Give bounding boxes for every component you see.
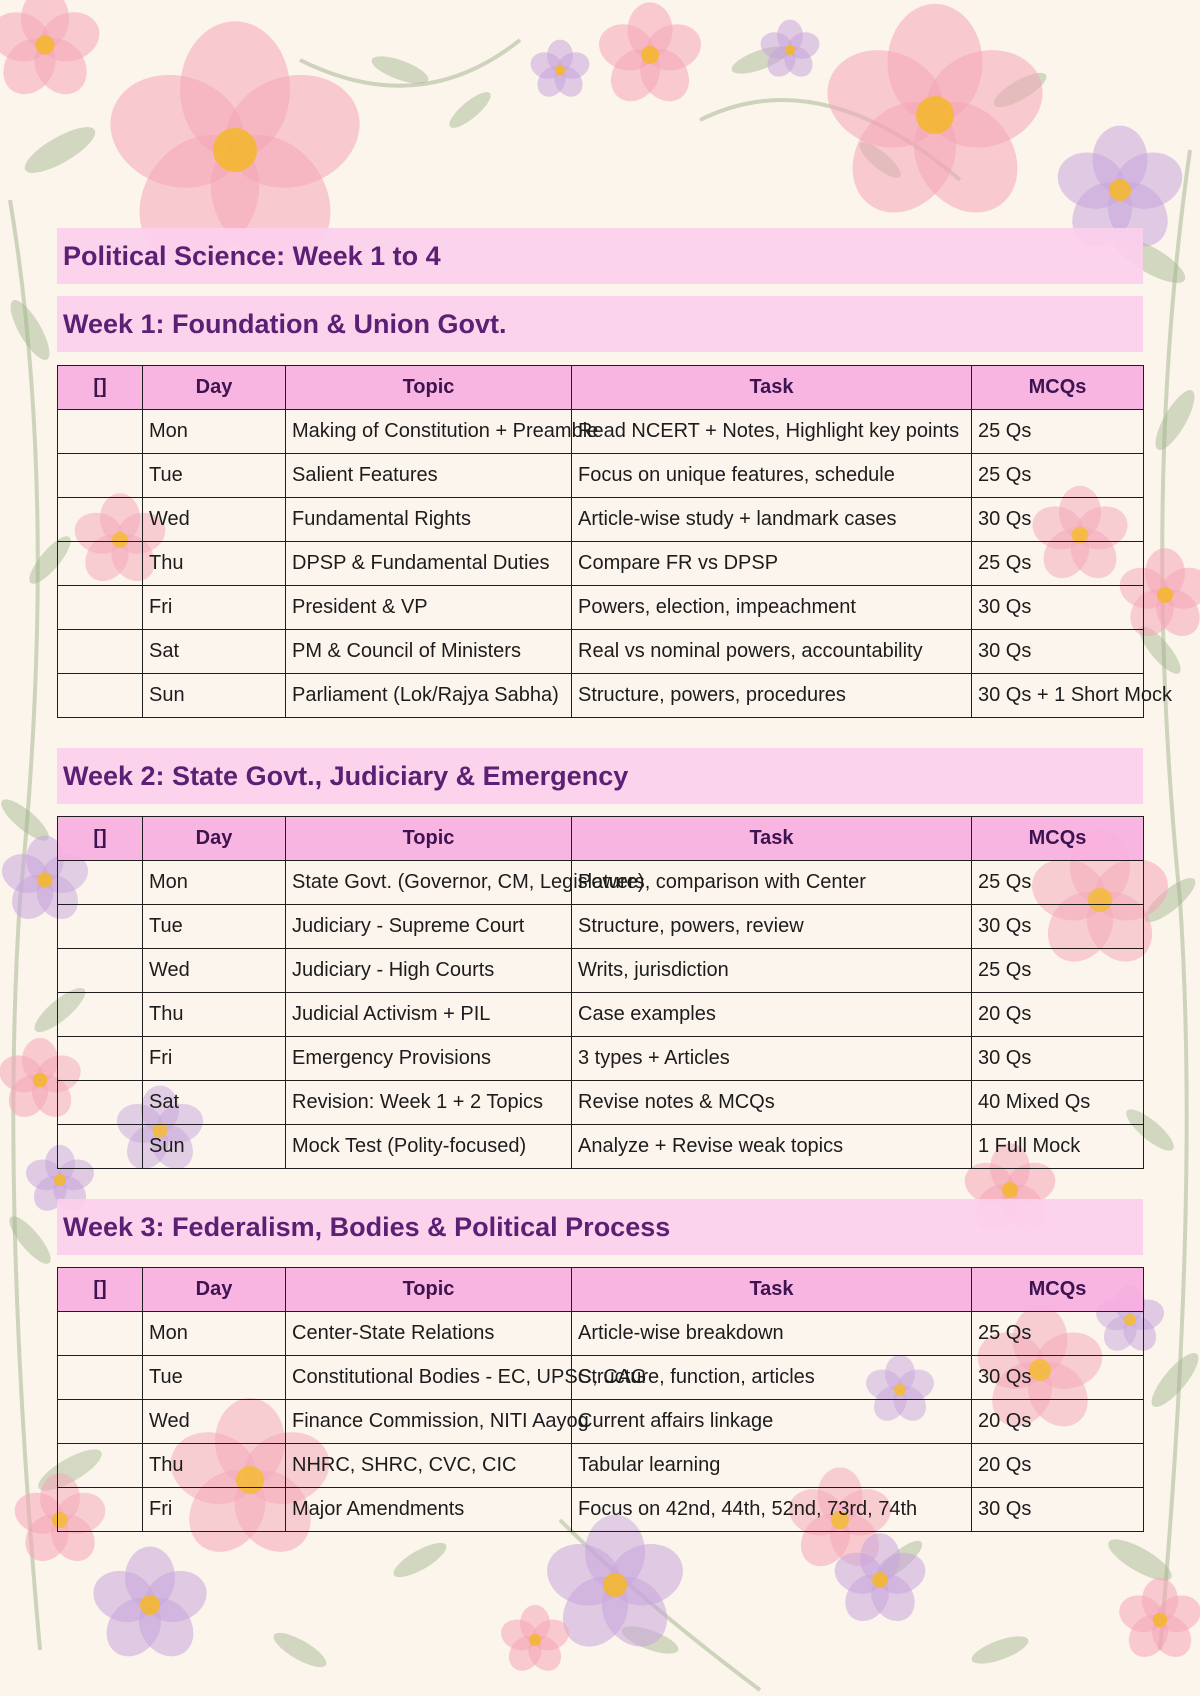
column-header: [] [58, 366, 143, 410]
mcqs-cell: 25 Qs [972, 1312, 1144, 1356]
mcqs-cell: 30 Qs [972, 498, 1144, 542]
column-header: Task [572, 1268, 972, 1312]
checkbox-cell[interactable] [58, 1356, 143, 1400]
column-header: Day [143, 817, 286, 861]
day-cell: Sat [143, 1081, 286, 1125]
task-cell: 3 types + Articles [572, 1037, 972, 1081]
topic-cell: Revision: Week 1 + 2 Topics [286, 1081, 572, 1125]
column-header: MCQs [972, 366, 1144, 410]
day-cell: Mon [143, 410, 286, 454]
table-header-row [58, 817, 1144, 861]
column-header: Topic [286, 366, 572, 410]
table-row [58, 905, 1144, 949]
mcqs-cell: 25 Qs [972, 542, 1144, 586]
topic-cell: Judiciary - Supreme Court [286, 905, 572, 949]
column-header: MCQs [972, 817, 1144, 861]
checkbox-cell[interactable] [58, 1081, 143, 1125]
column-header: Topic [286, 817, 572, 861]
topic-cell: PM & Council of Ministers [286, 630, 572, 674]
task-cell: Read NCERT + Notes, Highlight key points [572, 410, 972, 454]
topic-cell: Center-State Relations [286, 1312, 572, 1356]
task-cell: Powers, election, impeachment [572, 586, 972, 630]
task-cell: Revise notes & MCQs [572, 1081, 972, 1125]
checkbox-cell[interactable] [58, 1125, 143, 1169]
table-row [58, 674, 1144, 718]
task-cell: Article-wise study + landmark cases [572, 498, 972, 542]
day-cell: Wed [143, 498, 286, 542]
week-1-heading: Week 1: Foundation & Union Govt. [57, 296, 1143, 352]
mcqs-cell: 1 Full Mock [972, 1125, 1144, 1169]
topic-cell: Major Amendments [286, 1488, 572, 1532]
page-title: Political Science: Week 1 to 4 [57, 228, 1143, 284]
task-cell: Analyze + Revise weak topics [572, 1125, 972, 1169]
column-header: Task [572, 366, 972, 410]
mcqs-cell: 25 Qs [972, 410, 1144, 454]
table-row [58, 630, 1144, 674]
checkbox-cell[interactable] [58, 586, 143, 630]
mcqs-cell: 25 Qs [972, 949, 1144, 993]
table-header-row [58, 366, 1144, 410]
topic-cell: Emergency Provisions [286, 1037, 572, 1081]
checkbox-cell[interactable] [58, 630, 143, 674]
table-row [58, 861, 1144, 905]
mcqs-cell: 30 Qs + 1 Short Mock [972, 674, 1144, 718]
table-row [58, 1081, 1144, 1125]
day-cell: Thu [143, 1444, 286, 1488]
table-row [58, 1125, 1144, 1169]
topic-cell: Mock Test (Polity-focused) [286, 1125, 572, 1169]
table-row [58, 1400, 1144, 1444]
table-row [58, 498, 1144, 542]
day-cell: Mon [143, 861, 286, 905]
column-header: Topic [286, 1268, 572, 1312]
day-cell: Sun [143, 1125, 286, 1169]
task-cell: Structure, powers, review [572, 905, 972, 949]
column-header: [] [58, 817, 143, 861]
column-header: Task [572, 817, 972, 861]
column-header: Day [143, 1268, 286, 1312]
day-cell: Sun [143, 674, 286, 718]
topic-cell: Judiciary - High Courts [286, 949, 572, 993]
week-2-heading: Week 2: State Govt., Judiciary & Emergency [57, 748, 1143, 804]
topic-cell: NHRC, SHRC, CVC, CIC [286, 1444, 572, 1488]
table-row [58, 1444, 1144, 1488]
day-cell: Fri [143, 1488, 286, 1532]
table-header-row [58, 1268, 1144, 1312]
column-header: MCQs [972, 1268, 1144, 1312]
checkbox-cell[interactable] [58, 410, 143, 454]
checkbox-cell[interactable] [58, 905, 143, 949]
mcqs-cell: 30 Qs [972, 630, 1144, 674]
checkbox-cell[interactable] [58, 1400, 143, 1444]
mcqs-cell: 30 Qs [972, 1037, 1144, 1081]
mcqs-cell: 20 Qs [972, 1444, 1144, 1488]
task-cell: Focus on 42nd, 44th, 52nd, 73rd, 74th [572, 1488, 972, 1532]
task-cell: Compare FR vs DPSP [572, 542, 972, 586]
topic-cell: Parliament (Lok/Rajya Sabha) [286, 674, 572, 718]
topic-cell: Fundamental Rights [286, 498, 572, 542]
day-cell: Tue [143, 1356, 286, 1400]
topic-cell: Finance Commission, NITI Aayog [286, 1400, 572, 1444]
checkbox-cell[interactable] [58, 949, 143, 993]
day-cell: Fri [143, 586, 286, 630]
checkbox-cell[interactable] [58, 861, 143, 905]
mcqs-cell: 40 Mixed Qs [972, 1081, 1144, 1125]
table-row [58, 542, 1144, 586]
topic-cell: DPSP & Fundamental Duties [286, 542, 572, 586]
mcqs-cell: 30 Qs [972, 1356, 1144, 1400]
task-cell: Focus on unique features, schedule [572, 454, 972, 498]
table-row [58, 1488, 1144, 1532]
week-3-heading: Week 3: Federalism, Bodies & Political Process [57, 1199, 1143, 1255]
day-cell: Sat [143, 630, 286, 674]
checkbox-cell[interactable] [58, 1444, 143, 1488]
week-1-table [57, 365, 1172, 718]
day-cell: Tue [143, 454, 286, 498]
checkbox-cell[interactable] [58, 674, 143, 718]
topic-cell: Constitutional Bodies - EC, UPSC, CAG [286, 1356, 572, 1400]
topic-cell: Judicial Activism + PIL [286, 993, 572, 1037]
task-cell: Case examples [572, 993, 972, 1037]
table-row [58, 993, 1144, 1037]
task-cell: Writs, jurisdiction [572, 949, 972, 993]
topic-cell: State Govt. (Governor, CM, Legislature) [286, 861, 572, 905]
mcqs-cell: 20 Qs [972, 1400, 1144, 1444]
checkbox-cell[interactable] [58, 1037, 143, 1081]
mcqs-cell: 20 Qs [972, 993, 1144, 1037]
table-row [58, 949, 1144, 993]
task-cell: Current affairs linkage [572, 1400, 972, 1444]
checkbox-cell[interactable] [58, 1312, 143, 1356]
day-cell: Fri [143, 1037, 286, 1081]
day-cell: Wed [143, 1400, 286, 1444]
topic-cell: Making of Constitution + Preamble [286, 410, 572, 454]
day-cell: Mon [143, 1312, 286, 1356]
task-cell: Structure, powers, procedures [572, 674, 972, 718]
mcqs-cell: 30 Qs [972, 586, 1144, 630]
column-header: [] [58, 1268, 143, 1312]
task-cell: Structure, function, articles [572, 1356, 972, 1400]
table-row [58, 586, 1144, 630]
table-row [58, 1312, 1144, 1356]
checkbox-cell[interactable] [58, 498, 143, 542]
checkbox-cell[interactable] [58, 1488, 143, 1532]
table-row [58, 1356, 1144, 1400]
week-3-table [57, 1267, 1144, 1532]
mcqs-cell: 25 Qs [972, 861, 1144, 905]
column-header: Day [143, 366, 286, 410]
checkbox-cell[interactable] [58, 454, 143, 498]
week-2-table [57, 816, 1144, 1169]
day-cell: Tue [143, 905, 286, 949]
topic-cell: President & VP [286, 586, 572, 630]
table-row [58, 454, 1144, 498]
day-cell: Wed [143, 949, 286, 993]
mcqs-cell: 30 Qs [972, 905, 1144, 949]
day-cell: Thu [143, 993, 286, 1037]
day-cell: Thu [143, 542, 286, 586]
mcqs-cell: 30 Qs [972, 1488, 1144, 1532]
table-row [58, 1037, 1144, 1081]
table-row [58, 410, 1144, 454]
task-cell: Powers, comparison with Center [572, 861, 972, 905]
checkbox-cell[interactable] [58, 542, 143, 586]
checkbox-cell[interactable] [58, 993, 143, 1037]
topic-cell: Salient Features [286, 454, 572, 498]
task-cell: Real vs nominal powers, accountability [572, 630, 972, 674]
task-cell: Tabular learning [572, 1444, 972, 1488]
mcqs-cell: 25 Qs [972, 454, 1144, 498]
task-cell: Article-wise breakdown [572, 1312, 972, 1356]
